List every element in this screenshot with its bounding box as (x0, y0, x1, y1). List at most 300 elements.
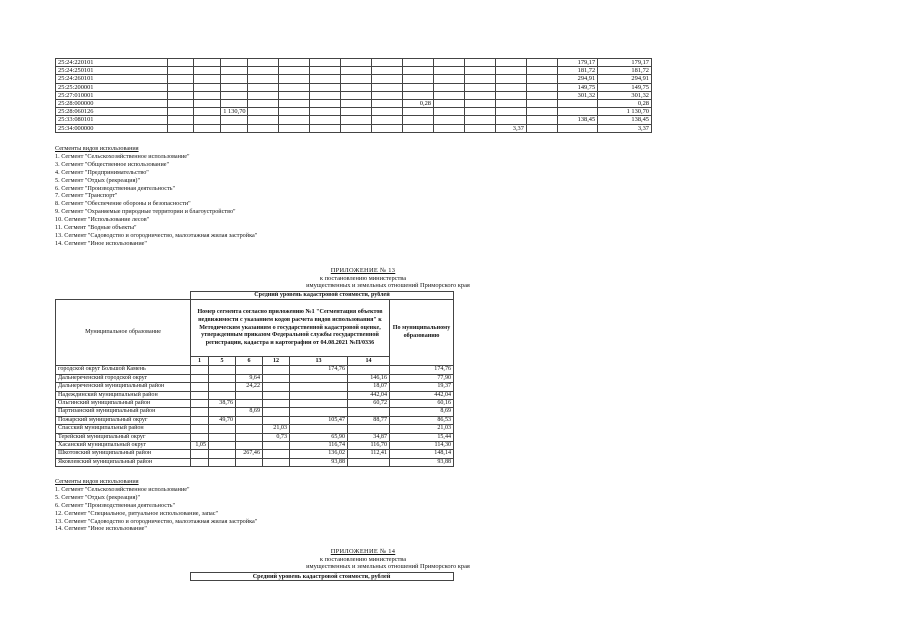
value-cell (236, 416, 263, 424)
value-cell (191, 425, 209, 433)
value-cell (341, 91, 372, 99)
value-cell (248, 75, 279, 83)
legend-item: 1. Сегмент "Сельскохозяйственное использование" (55, 485, 190, 493)
table-row (56, 124, 652, 132)
value-cell (167, 83, 194, 91)
value-cell (191, 400, 209, 408)
value-cell (495, 108, 526, 116)
value-cell (310, 83, 341, 91)
value-cell (248, 91, 279, 99)
value-cell (372, 124, 403, 132)
value-cell (557, 124, 597, 132)
value-cell: 136,02 (290, 450, 348, 458)
cadastral-code-cell: 25:28:000000 (56, 100, 168, 108)
appendix-line: к постановлению министерства (319, 555, 407, 563)
value-cell: 149,75 (557, 83, 597, 91)
value-cell: 21,03 (263, 425, 290, 433)
table-row (56, 450, 454, 458)
municipality-cell: Терейский муниципальный округ (56, 433, 191, 441)
value-cell (191, 374, 209, 382)
total-cell: 8,69 (390, 408, 454, 416)
value-cell (341, 124, 372, 132)
value-cell (310, 59, 341, 67)
value-cell (433, 91, 464, 99)
table-row (56, 108, 652, 116)
total-cell: 60,16 (390, 400, 454, 408)
legend-item: 6. Сегмент "Производственная деятельность" (55, 184, 175, 192)
value-cell (279, 75, 310, 83)
value-cell (341, 59, 372, 67)
value-cell (263, 383, 290, 391)
value-cell (167, 91, 194, 99)
value-cell (348, 366, 390, 374)
value-cell (495, 75, 526, 83)
total-cell: 174,76 (390, 366, 454, 374)
value-cell (372, 59, 403, 67)
value-cell (194, 108, 221, 116)
value-cell (209, 366, 236, 374)
value-cell (279, 124, 310, 132)
value-cell (403, 67, 434, 75)
value-cell: 294,91 (598, 75, 652, 83)
value-cell (341, 67, 372, 75)
value-cell (310, 91, 341, 99)
appendix-13-header (263, 267, 470, 290)
value-cell (526, 59, 557, 67)
value-cell (194, 124, 221, 132)
value-cell (167, 67, 194, 75)
value-cell (526, 108, 557, 116)
value-cell (341, 100, 372, 108)
value-cell (290, 400, 348, 408)
value-cell (236, 433, 263, 441)
value-cell (191, 433, 209, 441)
segment-number: 1 (191, 357, 209, 366)
value-cell (194, 59, 221, 67)
value-cell (221, 59, 248, 67)
value-cell (290, 383, 348, 391)
legend-item: 8. Сегмент "Обеспечение обороны и безопасности" (55, 200, 191, 208)
cadastral-code-cell: 25:25:200001 (56, 83, 168, 91)
appendix-14-header (263, 548, 470, 571)
cadastral-code-cell: 25:27:010001 (56, 91, 168, 99)
table-row (56, 442, 454, 450)
segment-number: 13 (290, 357, 348, 366)
total-cell: 86,53 (390, 416, 454, 424)
top-cost-table (55, 58, 652, 133)
value-cell (372, 91, 403, 99)
value-cell (433, 75, 464, 83)
value-cell (310, 108, 341, 116)
value-cell (263, 374, 290, 382)
value-cell (526, 116, 557, 124)
value-cell (191, 366, 209, 374)
total-cell: 77,90 (390, 374, 454, 382)
legend-heading: Сегменты видов использования (55, 145, 139, 152)
value-cell: 116,74 (290, 442, 348, 450)
legend-item: 9. Сегмент "Охраняемые природные территории и благоустройство" (55, 208, 236, 216)
table-row (56, 59, 652, 67)
value-cell (248, 108, 279, 116)
value-cell (433, 100, 464, 108)
value-cell (526, 91, 557, 99)
municipality-cell: Дальнереченский городской округ (56, 374, 191, 382)
value-cell: 34,87 (348, 433, 390, 441)
value-cell: 38,76 (209, 400, 236, 408)
value-cell (433, 67, 464, 75)
value-cell (495, 83, 526, 91)
total-cell: 442,04 (390, 391, 454, 399)
value-cell: 65,90 (290, 433, 348, 441)
value-cell: 301,32 (598, 91, 652, 99)
total-cell: 15,44 (390, 433, 454, 441)
value-cell (167, 75, 194, 83)
total-header: По муниципальному образованию (390, 300, 454, 366)
municipality-cell: Яковлевский муниципальный район (56, 458, 191, 466)
table-row (56, 383, 454, 391)
table-row (56, 391, 454, 399)
value-cell: 88,77 (348, 416, 390, 424)
value-cell (221, 67, 248, 75)
value-cell (279, 116, 310, 124)
value-cell (526, 124, 557, 132)
legend-item: 7. Сегмент "Транспорт" (55, 192, 118, 200)
value-cell (341, 108, 372, 116)
value-cell (495, 59, 526, 67)
value-cell (464, 75, 495, 83)
value-cell (209, 391, 236, 399)
value-cell: 181,72 (557, 67, 597, 75)
cadastral-code-cell: 25:24:250101 (56, 67, 168, 75)
value-cell (372, 116, 403, 124)
legend-item: 14. Сегмент "Иное использование" (55, 525, 147, 533)
table-row (56, 83, 652, 91)
value-cell (236, 425, 263, 433)
value-cell (372, 75, 403, 83)
value-cell (209, 433, 236, 441)
value-cell: 18,07 (348, 383, 390, 391)
value-cell (290, 425, 348, 433)
appendix-title: ПРИЛОЖЕНИЕ № 14 (330, 548, 396, 555)
table-row (56, 100, 652, 108)
table-caption: Средний уровень кадастровой стоимости, рублей (191, 292, 454, 300)
table-row (56, 458, 454, 466)
value-cell (279, 108, 310, 116)
cadastral-code-cell: 25:28:060126 (56, 108, 168, 116)
value-cell (209, 383, 236, 391)
value-cell: 0,28 (403, 100, 434, 108)
value-cell (209, 458, 236, 466)
value-cell: 294,91 (557, 75, 597, 83)
value-cell (248, 124, 279, 132)
cadastral-code-cell: 25:33:080101 (56, 116, 168, 124)
appendix-line: к постановлению министерства (319, 274, 407, 282)
value-cell: 1 130,70 (221, 108, 248, 116)
municipality-cell: Дальнереченский муниципальный район (56, 383, 191, 391)
value-cell: 8,69 (236, 408, 263, 416)
value-cell (341, 116, 372, 124)
value-cell (209, 450, 236, 458)
segment-number: 5 (209, 357, 236, 366)
value-cell (495, 91, 526, 99)
legend-item: 11. Сегмент "Водные объекты" (55, 224, 137, 232)
segment-number: 14 (348, 357, 390, 366)
segments-legend-1 (55, 145, 257, 248)
value-cell (248, 83, 279, 91)
value-cell (279, 91, 310, 99)
value-cell (433, 59, 464, 67)
value-cell (209, 408, 236, 416)
value-cell (263, 442, 290, 450)
value-cell (464, 59, 495, 67)
value-cell (221, 100, 248, 108)
value-cell: 49,70 (209, 416, 236, 424)
value-cell (236, 391, 263, 399)
value-cell (221, 83, 248, 91)
value-cell (557, 108, 597, 116)
value-cell (403, 108, 434, 116)
value-cell: 301,32 (557, 91, 597, 99)
appendix-department: имущественных и земельных отношений Приморского края (306, 563, 470, 571)
value-cell (209, 374, 236, 382)
value-cell (433, 116, 464, 124)
value-cell: 138,45 (557, 116, 597, 124)
value-cell: 112,41 (348, 450, 390, 458)
value-cell (341, 83, 372, 91)
value-cell (221, 75, 248, 83)
value-cell (236, 442, 263, 450)
appendix-14-table (55, 572, 454, 581)
value-cell (526, 67, 557, 75)
value-cell: 138,45 (598, 116, 652, 124)
legend-item: 13. Сегмент "Садоводство и огородничество, малоэтажная жилая застройка" (55, 231, 258, 239)
value-cell (403, 91, 434, 99)
value-cell: 0,73 (263, 433, 290, 441)
segment-number-header: Номер сегмента согласно приложению №1 "Сегментация объектов недвижимости с указанием кодов расчета видов использования" к Методическим указаниям о государственной кадастровой оценке, утвержденным приказом Федеральной службы государственной регистрации, кадастра и картографии от 04.08.2021 №П/0336 (191, 300, 390, 357)
value-cell (464, 91, 495, 99)
value-cell (263, 458, 290, 466)
value-cell (348, 425, 390, 433)
table-row (56, 116, 652, 124)
value-cell: 149,75 (598, 83, 652, 91)
value-cell (310, 100, 341, 108)
table-row (56, 408, 454, 416)
table-row (56, 425, 454, 433)
value-cell (221, 116, 248, 124)
value-cell: 267,46 (236, 450, 263, 458)
value-cell (236, 400, 263, 408)
value-cell (248, 59, 279, 67)
municipality-cell: Ольгинский муниципальный район (56, 400, 191, 408)
value-cell (290, 391, 348, 399)
table-row (56, 374, 454, 382)
value-cell (403, 75, 434, 83)
value-cell (372, 108, 403, 116)
value-cell (221, 124, 248, 132)
value-cell (341, 75, 372, 83)
value-cell (290, 408, 348, 416)
value-cell (433, 124, 464, 132)
value-cell (310, 67, 341, 75)
value-cell (167, 108, 194, 116)
value-cell (464, 83, 495, 91)
table-row (56, 433, 454, 441)
value-cell (310, 75, 341, 83)
value-cell (526, 75, 557, 83)
legend-item: 5. Сегмент "Отдых (рекреация)" (55, 176, 141, 184)
municipality-cell: Пожарский муниципальный округ (56, 416, 191, 424)
value-cell (209, 425, 236, 433)
legend-item: 10. Сегмент "Использование лесов" (55, 216, 150, 224)
value-cell (403, 124, 434, 132)
appendix-13-table (55, 291, 454, 467)
value-cell (263, 408, 290, 416)
legend-item: 3. Сегмент "Общественное использование" (55, 160, 170, 168)
value-cell (221, 91, 248, 99)
value-cell (167, 59, 194, 67)
value-cell (191, 391, 209, 399)
value-cell: 1,05 (191, 442, 209, 450)
table-row (56, 400, 454, 408)
value-cell (433, 83, 464, 91)
value-cell (194, 75, 221, 83)
value-cell: 181,72 (598, 67, 652, 75)
legend-item: 1. Сегмент "Сельскохозяйственное использование" (55, 152, 190, 160)
total-cell: 148,14 (390, 450, 454, 458)
appendix-title: ПРИЛОЖЕНИЕ № 13 (330, 267, 396, 274)
value-cell (279, 59, 310, 67)
value-cell (279, 83, 310, 91)
value-cell: 60,72 (348, 400, 390, 408)
value-cell: 3,37 (598, 124, 652, 132)
table-row (56, 366, 454, 374)
appendix-department: имущественных и земельных отношений Приморского края (306, 282, 470, 290)
value-cell (348, 458, 390, 466)
municipality-cell: Партизанский муниципальный район (56, 408, 191, 416)
value-cell: 93,88 (290, 458, 348, 466)
value-cell (248, 67, 279, 75)
legend-item: 4. Сегмент "Предпринимательство" (55, 168, 149, 176)
table-row (56, 91, 652, 99)
value-cell (495, 100, 526, 108)
legend-item: 6. Сегмент "Производственная деятельность" (55, 501, 175, 509)
value-cell: 179,17 (598, 59, 652, 67)
municipality-cell: городской округ Большой Камень (56, 366, 191, 374)
value-cell (263, 450, 290, 458)
table-row (56, 416, 454, 424)
value-cell: 146,16 (348, 374, 390, 382)
value-cell (209, 442, 236, 450)
value-cell (372, 100, 403, 108)
value-cell (279, 67, 310, 75)
value-cell: 105,47 (290, 416, 348, 424)
value-cell (464, 108, 495, 116)
value-cell (263, 416, 290, 424)
value-cell (372, 83, 403, 91)
value-cell: 179,17 (557, 59, 597, 67)
value-cell: 0,28 (598, 100, 652, 108)
municipality-cell: Хасанский муниципальный округ (56, 442, 191, 450)
value-cell (263, 391, 290, 399)
value-cell: 116,70 (348, 442, 390, 450)
municipality-cell: Надеждинский муниципальный район (56, 391, 191, 399)
table-row (56, 75, 652, 83)
value-cell (495, 116, 526, 124)
value-cell (263, 366, 290, 374)
value-cell: 3,37 (495, 124, 526, 132)
value-cell (495, 67, 526, 75)
value-cell (194, 100, 221, 108)
value-cell (557, 100, 597, 108)
value-cell (433, 108, 464, 116)
cadastral-code-cell: 25:34:000000 (56, 124, 168, 132)
total-cell: 114,30 (390, 442, 454, 450)
segments-legend-2 (55, 478, 257, 533)
value-cell: 174,76 (290, 366, 348, 374)
value-cell: 24,22 (236, 383, 263, 391)
value-cell (403, 59, 434, 67)
value-cell (526, 100, 557, 108)
value-cell (248, 116, 279, 124)
legend-heading: Сегменты видов использования (55, 478, 139, 485)
value-cell (194, 67, 221, 75)
value-cell (194, 83, 221, 91)
segment-number: 12 (263, 357, 290, 366)
value-cell (310, 116, 341, 124)
value-cell (167, 100, 194, 108)
total-cell: 93,88 (390, 458, 454, 466)
value-cell (464, 124, 495, 132)
municipality-header: Муниципальное образование (56, 300, 191, 366)
value-cell (248, 100, 279, 108)
value-cell: 1 130,70 (598, 108, 652, 116)
value-cell (167, 124, 194, 132)
value-cell (372, 67, 403, 75)
value-cell (403, 116, 434, 124)
value-cell (464, 67, 495, 75)
value-cell (290, 374, 348, 382)
table-caption: Средний уровень кадастровой стоимости, рублей (190, 573, 453, 581)
value-cell (263, 400, 290, 408)
table-row (56, 67, 652, 75)
value-cell (191, 383, 209, 391)
value-cell (191, 450, 209, 458)
legend-item: 5. Сегмент "Отдых (рекреация)" (55, 493, 141, 501)
value-cell (236, 366, 263, 374)
cadastral-code-cell: 25:24:220101 (56, 59, 168, 67)
value-cell (191, 408, 209, 416)
total-cell: 19,37 (390, 383, 454, 391)
municipality-cell: Спасский муниципальный район (56, 425, 191, 433)
value-cell (348, 408, 390, 416)
value-cell (310, 124, 341, 132)
municipality-cell: Шкотовский муниципальный район (56, 450, 191, 458)
legend-item: 13. Сегмент "Садоводство и огородничество, малоэтажная жилая застройка" (55, 517, 258, 525)
value-cell (236, 458, 263, 466)
legend-item: 14. Сегмент "Иное использование" (55, 239, 147, 247)
value-cell (191, 458, 209, 466)
legend-item: 12. Сегмент "Специальное, ритуальное использование, запас" (55, 509, 219, 517)
value-cell (526, 83, 557, 91)
value-cell (464, 116, 495, 124)
value-cell (194, 116, 221, 124)
value-cell: 9,64 (236, 374, 263, 382)
cadastral-code-cell: 25:24:260101 (56, 75, 168, 83)
value-cell (403, 83, 434, 91)
total-cell: 21,03 (390, 425, 454, 433)
value-cell: 442,04 (348, 391, 390, 399)
value-cell (167, 116, 194, 124)
